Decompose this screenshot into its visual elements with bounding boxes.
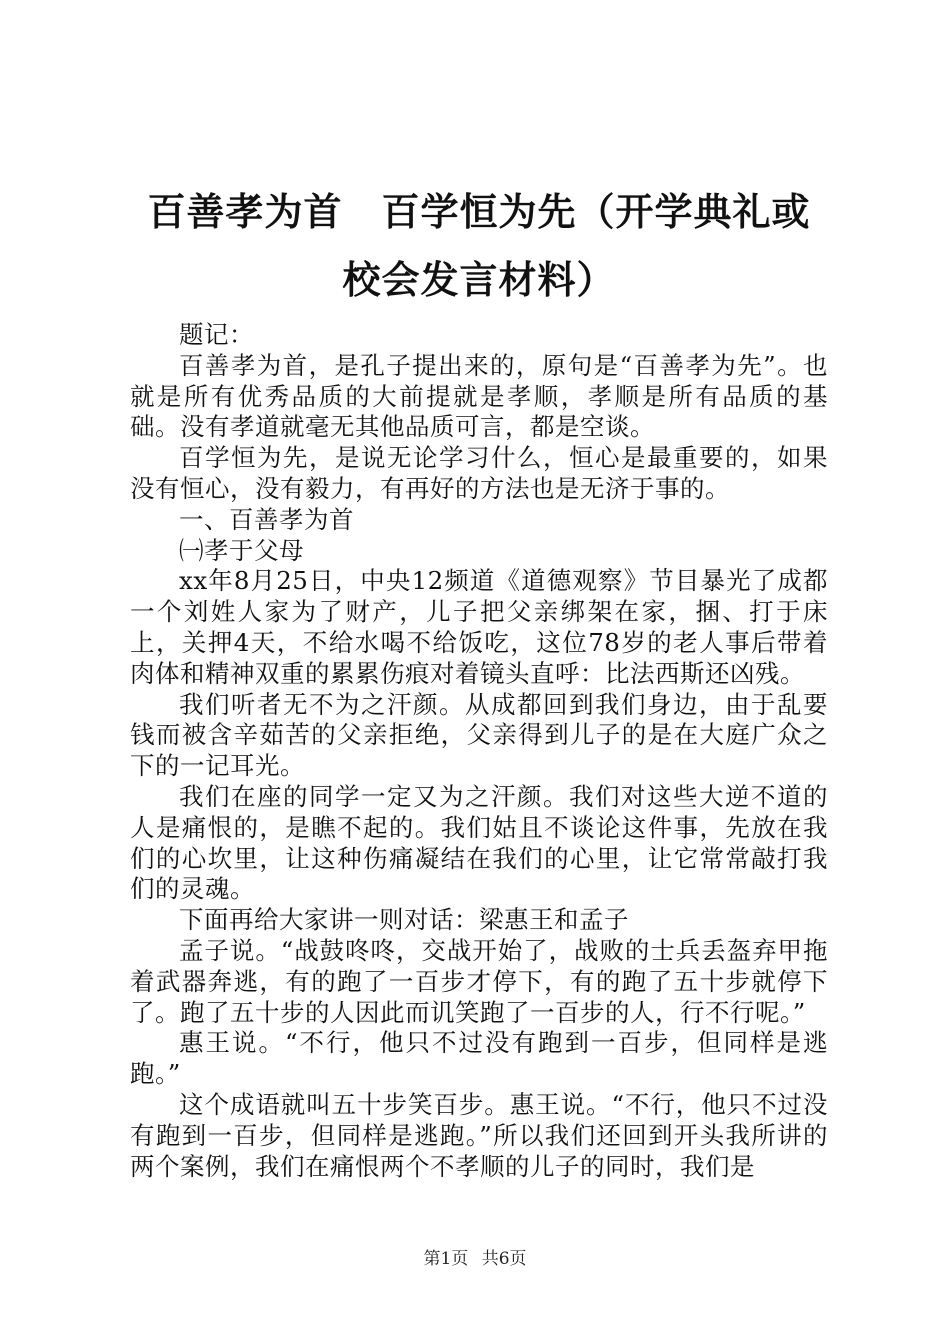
page-number: 第1页 bbox=[423, 1249, 469, 1269]
document-body bbox=[130, 320, 828, 1182]
paragraph: 下面再给大家讲一则对话：梁惠王和孟子 bbox=[179, 905, 629, 935]
document-title: 百善孝为首 百学恒为先（开学典礼或校会发言材料） bbox=[147, 189, 811, 302]
paragraph: 这个成语就叫五十步笑百步。惠王说。“不行，他只不过没有跑到一百步，但同样是逃跑。”所以我们还回到开头我所讲的两个案例，我们在痛恨两个不孝顺的儿子的同时，我们是 bbox=[130, 1089, 828, 1181]
paragraph: 百善孝为首，是孔子提出来的，原句是“百善孝为先”。也就是所有优秀品质的大前提就是孝顺，孝顺是所有品质的基础。没有孝道就毫无其他品质可言，都是空谈。 bbox=[130, 350, 828, 442]
page-total: 共6页 bbox=[481, 1249, 527, 1269]
section-heading: 一、百善孝为首 bbox=[179, 504, 354, 534]
paragraph: 孟子说。“战鼓咚咚，交战开始了，战败的士兵丢盔弃甲拖着武器奔逃，有的跑了一百步才停下，有的跑了五十步就停下了。跑了五十步的人因此而讥笑跑了一百步的人，行不行呢。” bbox=[130, 935, 828, 1027]
paragraph-epigraph-label: 题记： bbox=[179, 320, 254, 349]
paragraph: 惠王说。“不行，他只不过没有跑到一百步，但同样是逃跑。” bbox=[130, 1028, 828, 1089]
page-footer bbox=[0, 1244, 950, 1269]
paragraph: xx年8月25日，中央12频道《道德观察》节目暴光了成都一个刘姓人家为了财产，儿子把父亲绑架在家，捆、打于床上，关押4天，不给水喝不给饭吃，这位78岁的老人事后带着肉体和精神双重的累累伤痕对着镜头直呼：比法西斯还凶残。 bbox=[130, 566, 828, 688]
paragraph: 我们在座的同学一定又为之汗颜。我们对这些大逆不道的人是痛恨的，是瞧不起的。我们姑且不谈论这件事，先放在我们的心坎里，让这种伤痛凝结在我们的心里，让它常常敲打我们的灵魂。 bbox=[130, 781, 828, 904]
paragraph: 百学恒为先，是说无论学习什么，恒心是最重要的，如果没有恒心，没有毅力，有再好的方法也是无济于事的。 bbox=[130, 443, 828, 503]
subsection-heading: ㈠孝于父母 bbox=[179, 535, 304, 565]
paragraph: 我们听者无不为之汗颜。从成都回到我们身边，由于乱要钱而被含辛茹苦的父亲拒绝，父亲得到儿子的是在大庭广众之下的一记耳光。 bbox=[130, 689, 828, 781]
